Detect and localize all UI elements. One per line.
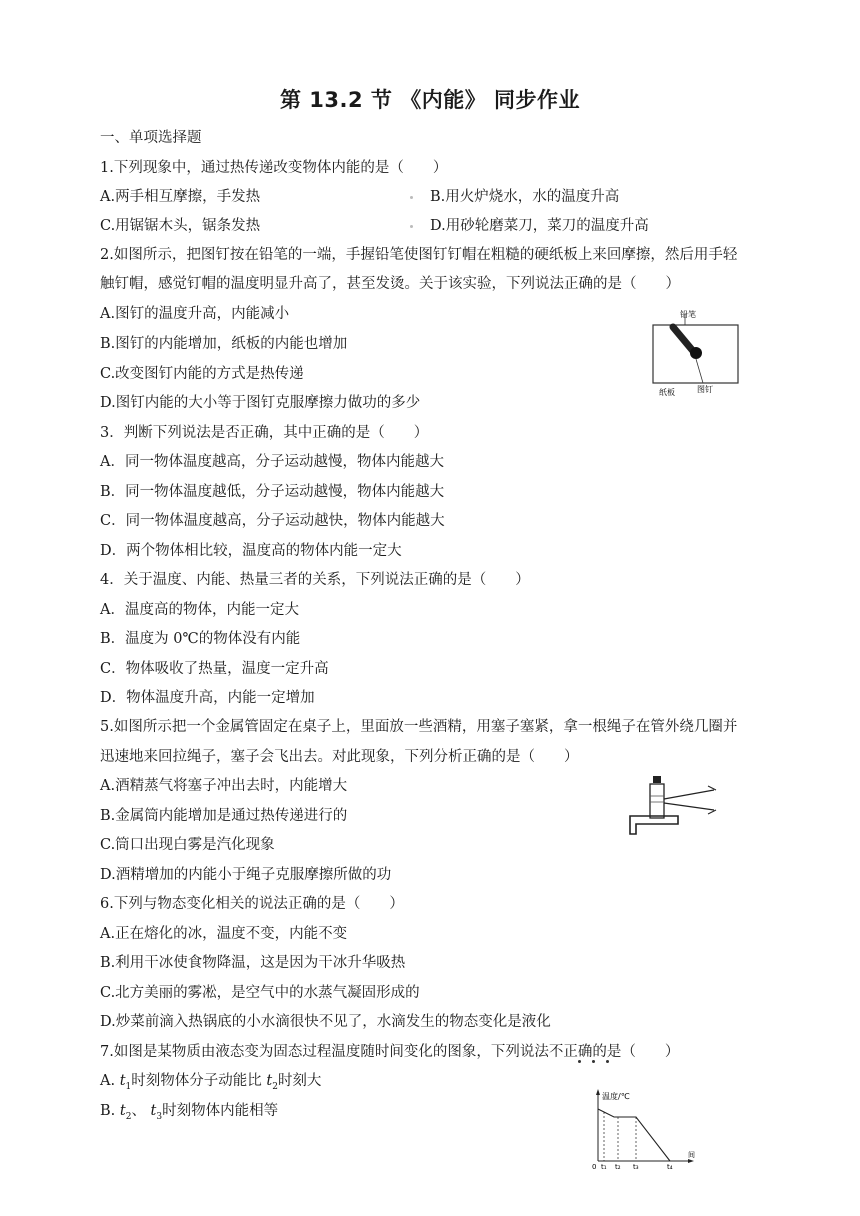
q4-option-b: B．温度为 0℃的物体没有内能 (100, 631, 301, 647)
temperature-time-graph (588, 1085, 698, 1170)
q7-option-a-mid: 时刻物体分子动能比 (131, 1073, 267, 1089)
graph-t1: t₁ (601, 1163, 607, 1170)
graph-y-label: 温度/℃ (602, 1092, 630, 1101)
pencil-pushpin-figure (645, 305, 745, 400)
q6-stem: 6.下列与物态变化相关的说法正确的是（ ） (100, 896, 404, 912)
q4-stem: 4．关于温度、内能、热量三者的关系，下列说法正确的是（ ） (100, 572, 530, 588)
q2-option-c: C.改变图钉内能的方式是热传递 (100, 366, 304, 382)
q5-stem-line2: 迅速地来回拉绳子，塞子会飞出去。对此现象，下列分析正确的是（ ） (100, 749, 579, 765)
q2-option-d: D.图钉内能的大小等于图钉克服摩擦力做功的多少 (100, 395, 421, 411)
q3-option-d: D．两个物体相比较，温度高的物体内能一定大 (100, 543, 402, 559)
q1-option-d: D.用砂轮磨菜刀，菜刀的温度升高 (430, 218, 649, 234)
graph-x-label: 间 (688, 1151, 695, 1159)
q6-option-a: A.正在熔化的冰，温度不变，内能不变 (100, 926, 348, 942)
q6-option-b: B.利用干冰使食物降温，这是因为干冰升华吸热 (100, 955, 406, 971)
q7-sub: 1 (125, 1081, 132, 1092)
graph-origin: 0 (592, 1163, 597, 1170)
q7-sub: 2 (125, 1111, 132, 1122)
emphasis-dot (592, 1060, 595, 1063)
q1-option-c: C.用锯锯木头，锯条发热 (100, 218, 261, 234)
q2-stem-line2: 触钉帽，感觉钉帽的温度明显升高了，甚至发烫。关于该实验，下列说法正确的是（ ） (100, 276, 680, 292)
q7-option-b-mid: 、 (131, 1103, 151, 1119)
pencil-label: 铅笔 (680, 310, 696, 319)
q3-stem: 3．判断下列说法是否正确，其中正确的是（ ） (100, 425, 429, 441)
q7-var: t (150, 1103, 157, 1119)
q3-option-c: C．同一物体温度越高，分子运动越快，物体内能越大 (100, 513, 445, 529)
q2-option-a: A.图钉的温度升高，内能减小 (100, 306, 290, 322)
page-title: 第 13.2 节 《内能》 同步作业 (279, 88, 581, 112)
q3-option-b: B．同一物体温度越低，分子运动越慢，物体内能越大 (100, 484, 445, 500)
q5-option-c: C.筒口出现白雾是汽化现象 (100, 837, 275, 853)
q5-stem-line1: 5.如图所示把一个金属管固定在桌子上，里面放一些酒精，用塞子塞紧，拿一根绳子在管外绕几圈并 (100, 719, 738, 735)
separator-dot (410, 225, 413, 228)
separator-dot (410, 196, 413, 199)
graph-t3: t₃ (633, 1163, 639, 1170)
q7-stem: 7.如图是某物质由液态变为固态过程温度随时间变化的图象，下列说法不正确的是（ ） (100, 1044, 680, 1060)
q2-stem-line1: 2.如图所示，把图钉按在铅笔的一端，手握铅笔使图钉钉帽在粗糙的硬纸板上来回摩擦，然后用手轻 (100, 247, 738, 263)
q6-option-c: C.北方美丽的雾凇，是空气中的水蒸气凝固形成的 (100, 985, 420, 1001)
q4-option-a: A．温度高的物体，内能一定大 (100, 602, 299, 618)
graph-t2: t₂ (615, 1163, 621, 1170)
metal-tube-figure (622, 772, 722, 840)
q1-option-a: A.两手相互摩擦，手发热 (100, 189, 261, 205)
q5-option-a: A.酒精蒸气将塞子冲出去时，内能增大 (100, 778, 348, 794)
q7-var: t (119, 1073, 126, 1089)
q7-sub: 3 (156, 1111, 163, 1122)
q5-option-b: B.金属筒内能增加是通过热传递进行的 (100, 808, 348, 824)
q7-sub: 2 (272, 1081, 278, 1092)
emphasis-dot (578, 1060, 581, 1063)
q3-option-a: A．同一物体温度越高，分子运动越慢，物体内能越大 (100, 454, 444, 470)
pushpin-label: 图钉 (697, 385, 713, 394)
q7-var: t (266, 1073, 273, 1089)
q7-option-a-prefix: A. (100, 1073, 120, 1089)
q4-option-c: C．物体吸收了热量，温度一定升高 (100, 661, 329, 677)
board-label: 纸板 (659, 388, 675, 397)
q2-option-b: B.图钉的内能增加，纸板的内能也增加 (100, 336, 348, 352)
q7-option-b-end: 时刻物体内能相等 (162, 1103, 279, 1119)
q5-option-d: D.酒精增加的内能小于绳子克服摩擦所做的功 (100, 867, 392, 883)
q1-option-b: B.用火炉烧水，水的温度升高 (430, 189, 620, 205)
graph-t4: t₄ (667, 1163, 673, 1170)
q7-option-b (100, 1101, 278, 1127)
q1-stem: 1.下列现象中，通过热传递改变物体内能的是（ ） (100, 160, 448, 176)
section-heading: 一、单项选择题 (100, 130, 202, 146)
q7-option-a-end: 时刻大 (277, 1073, 322, 1089)
q4-option-d: D．物体温度升高，内能一定增加 (100, 690, 315, 706)
q7-option-b-prefix: B. (100, 1103, 120, 1119)
q7-option-a (100, 1071, 321, 1097)
emphasis-dot (606, 1060, 609, 1063)
q7-var: t (119, 1103, 126, 1119)
q6-option-d: D.炒菜前滴入热锅底的小水滴很快不见了，水滴发生的物态变化是液化 (100, 1014, 551, 1030)
